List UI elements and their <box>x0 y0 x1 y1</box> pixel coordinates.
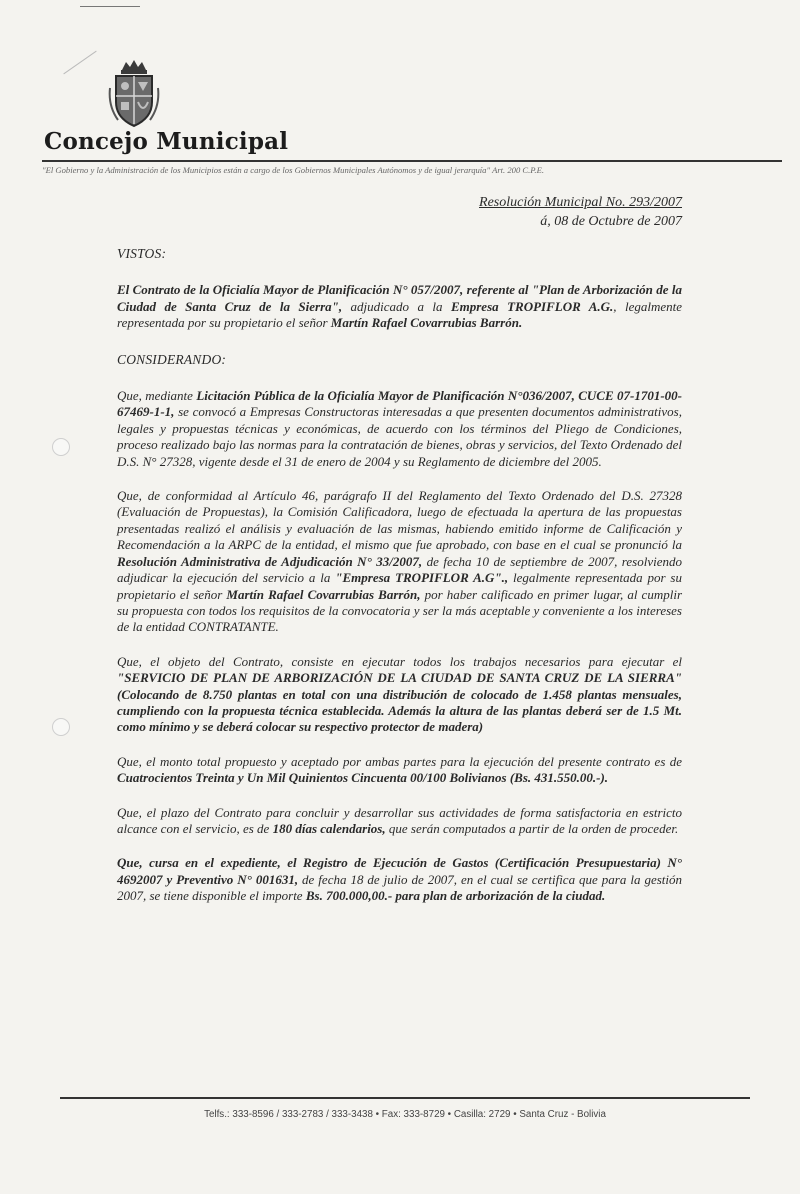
considerando-paragraph-5 <box>117 805 682 838</box>
scan-artifact-line <box>80 6 140 7</box>
footer-contact: Telfs.: 333-8596 / 333-2783 / 333-3438 • Fax: 333-8729 • Casilla: 2729 • Santa Cruz - Bolivia <box>60 1097 750 1120</box>
document-body <box>117 246 682 923</box>
text-run: adjudicado a la <box>342 298 451 314</box>
text-run: Que, el monto total propuesto y aceptado por ambas partes para la ejecución del presente contrato es de <box>117 753 682 769</box>
vistos-paragraph <box>117 282 682 331</box>
org-name: Concejo Municipal <box>44 128 289 155</box>
company-name: Empresa TROPIFLOR A.G. <box>450 298 614 314</box>
punch-hole <box>52 718 70 736</box>
considerando-heading: CONSIDERANDO: <box>117 351 227 367</box>
contract-term: 180 días calendarios, <box>272 820 386 836</box>
budget-certification: Que, cursa en el expediente, el Registro de Ejecución de Gastos (Certificación Presupuestaria) N° 4692007 y Preventivo N° 001631, <box>117 855 682 887</box>
text-run: Que, el objeto del Contrato, consiste en ejecutar todos los trabajos necesarios para ejecutar el <box>117 653 682 669</box>
considerando-paragraph-4 <box>117 754 682 787</box>
text-run: , legalmente representada por su propietario el señor <box>117 298 683 331</box>
resolution-date: á, 08 de Octubre de 2007 <box>540 214 682 229</box>
adjudication-reference: Resolución Administrativa de Adjudicación N° 33/2007, <box>117 553 423 569</box>
text-run: que serán computados a partir de la orden de proceder. <box>385 820 679 836</box>
coat-of-arms-icon <box>108 58 160 130</box>
considerando-paragraph-2 <box>117 488 682 636</box>
considerando-paragraph-3 <box>117 654 682 736</box>
punch-hole <box>52 438 70 456</box>
company-name: "Empresa TROPIFLOR A.G"., <box>335 570 509 586</box>
org-motto: "El Gobierno y la Administración de los Municipios están a cargo de los Gobiernos Municipales Autónomos y de igual jerarquía" Art. 200 C.P.E. <box>42 160 782 175</box>
text-run: de fecha 10 de septiembre de 2007, resolviendo adjudicar la ejecución del servicio a la <box>117 553 682 586</box>
text-run: se convocó a Empresas Constructoras interesadas a que presenten documentos administrativos, legales y propuestas técnicas y económicas, de acuerdo con los términos del Pliego de Condiciones, proceso realizado bajo las normas para la contratación de bienes, obras y servicios, del Texto Ordenado del D.S. N° 27328, vigente desde el 31 de enero de 2004 y su Reglamento de diciembre del 2005. <box>117 404 682 469</box>
resolution-number: Resolución Municipal No. 293/2007 <box>479 195 682 210</box>
service-description: "SERVICIO DE PLAN DE ARBORIZACIÓN DE LA CIUDAD DE SANTA CRUZ DE LA SIERRA" (Colocando de 8.750 plantas en total con una distribución de colocado de 1.458 plantas mensuales, cumpliendo con la propuesta técnica establecida. Además la altura de las plantas deberá ser de 1.5 Mt. como mínimo y se deberá colocar su respectivo protector de madera) <box>117 670 682 735</box>
available-amount: Bs. 700.000,00.- para plan de arborización de la ciudad. <box>305 888 606 904</box>
considerando-paragraph-6 <box>117 855 682 904</box>
owner-name: Martín Rafael Covarrubias Barrón, <box>226 586 421 602</box>
tender-reference: Licitación Pública de la Oficialía Mayor de Planificación N°036/2007, CUCE 07-1701-00-67469-1-1, <box>117 388 682 420</box>
contract-amount: Cuatrocientos Treinta y Un Mil Quinientos Cincuenta 00/100 Bolivianos (Bs. 431.550.00.-). <box>117 770 609 786</box>
text-run: Que, mediante <box>117 388 197 404</box>
vistos-heading: VISTOS: <box>117 246 167 261</box>
text-run: legalmente representada por su propietario el señor <box>117 570 682 602</box>
text-run: de fecha 18 de julio de 2007, en el cual se certifica que para la gestión 2007, se tiene disponible el importe <box>117 871 682 904</box>
considerando-paragraph-1 <box>117 388 682 470</box>
scan-artifact-stroke <box>63 51 96 75</box>
contract-reference: El Contrato de la Oficialía Mayor de Planificación N° 057/2007, referente al "Plan de Arborización de la Ciudad de Santa Cruz de la Sierra", <box>117 282 682 314</box>
owner-name: Martín Rafael Covarrubias Barrón. <box>330 315 523 331</box>
text-run: Que, de conformidad al Artículo 46, parágrafo II del Reglamento del Texto Ordenado del D.S. 27328 (Evaluación de Propuestas), la Comisión Calificadora, luego de efectuada la apertura de las propuestas presentadas realizó el análisis y evaluación de las mismas, habiendo emitido informe de Calificación y Recomendación a la ARPC de la entidad, el mismo que fue aprobado, con base en el cual se pronunció la <box>117 488 682 553</box>
text-run: por haber calificado en primer lugar, al cumplir su propuesta con todos los requisitos de la convocatoria y ser la más aceptable y conveniente a los intereses de la entidad CONTRATANTE. <box>117 586 683 635</box>
text-run: Que, el plazo del Contrato para concluir y desarrollar sus actividades de forma satisfactoria en estricto alcance con el servicio, es de <box>117 804 682 836</box>
